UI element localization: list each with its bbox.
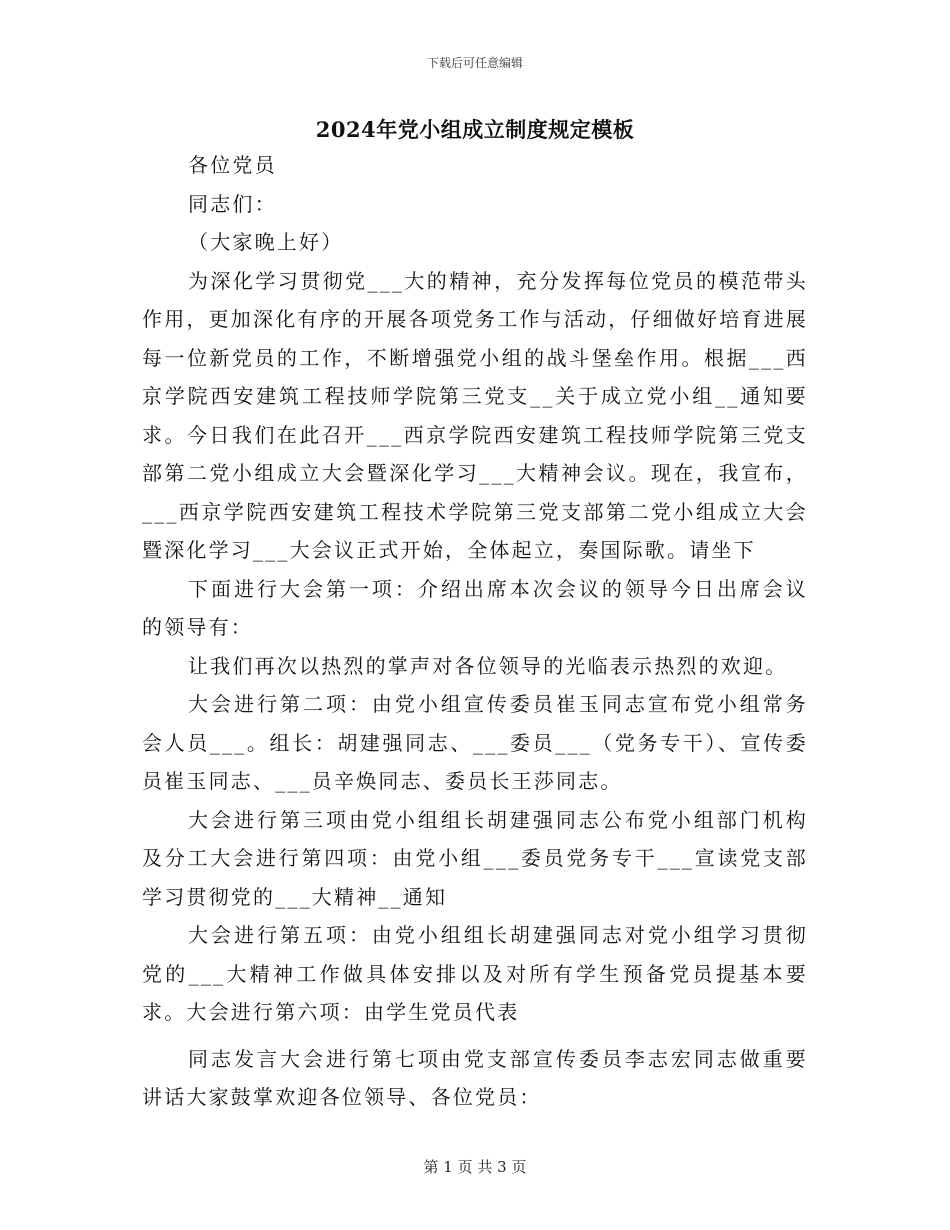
page-number: 第 1 页 共 3 页 <box>423 1158 527 1176</box>
body-paragraph: 让我们再次以热烈的掌声对各位领导的光临表示热烈的欢迎。 <box>188 653 788 678</box>
body-paragraph: 大会进行第二项：由党小组宣传委员崔玉同志宣布党小组常务会人员___。组长：胡建强同志、___委员___（党务专干）、宣传委员崔玉同志、___员辛焕同志、委员长王莎同志。 <box>142 692 808 793</box>
body-paragraph: 大会进行第三项由党小组组长胡建强同志公布党小组部门机构及分工大会进行第四项：由党小组___委员党务专干___宣读党支部学习贯彻党的___大精神__通知 <box>142 807 808 909</box>
salutation: 各位党员 <box>188 153 277 177</box>
greeting-note: （大家晚上好） <box>188 230 344 254</box>
greeting: 同志们： <box>188 191 277 216</box>
document-body <box>142 146 808 1117</box>
body-paragraph: 大会进行第五项：由党小组组长胡建强同志对党小组学习贯彻党的___大精神工作做具体安排以及对所有学生预备党员提基本要求。大会进行第六项：由学生党员代表 <box>142 923 808 1024</box>
document-title: 2024年党小组成立制度规定模板 <box>315 117 635 142</box>
body-paragraph: 下面进行大会第一项：介绍出席本次会议的领导今日出席会议的领导有： <box>142 576 808 639</box>
body-paragraph: 为深化学习贯彻党___大的精神，充分发挥每位党员的模范带头作用，更加深化有序的开展各项党务工作与活动，仔细做好培育进展每一位新党员的工作，不断增强党小组的战斗堡垒作用。根据___西京学院西安建筑工程技师学院第三党支__关于成立党小组__通知要求。今日我们在此召开___西京学院西安建筑工程技师学院第三党支部第二党小组成立大会暨深化学习___大精神会议。现在，我宣布，___西京学院西安建筑工程技术学院第三党支部第二党小组成立大会暨深化学习___大会议正式开始，全体起立，奏国际歌。请坐下 <box>142 268 808 562</box>
page-header-note: 下载后可任意编辑 <box>426 56 523 70</box>
body-paragraph: 同志发言大会进行第七项由党支部宣传委员李志宏同志做重要讲话大家鼓掌欢迎各位领导、各位党员： <box>142 1046 808 1109</box>
